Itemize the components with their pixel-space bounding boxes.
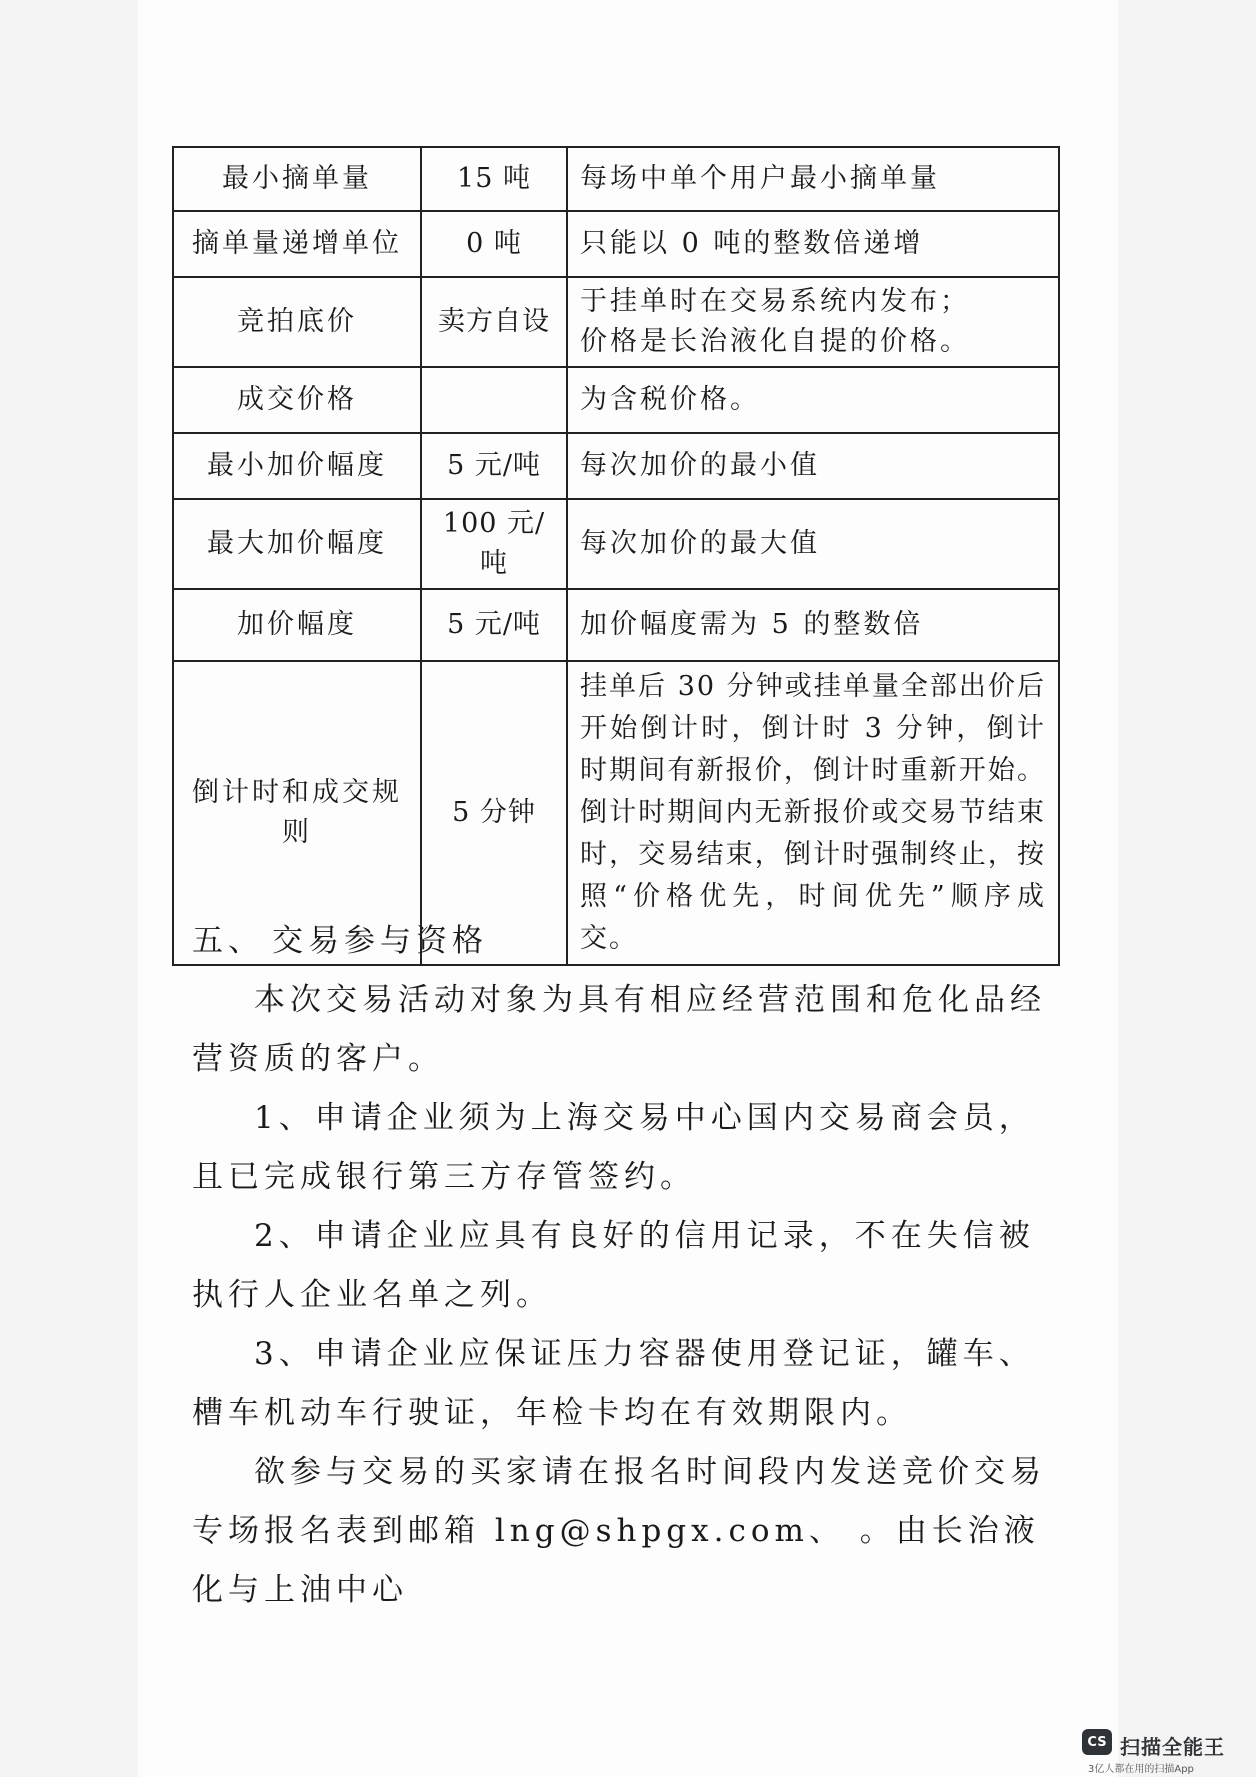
section-heading <box>192 912 1062 971</box>
requirement-item-3: 3、申请企业应保证压力容器使用登记证，罐车、槽车机动车行驶证，年检卡均在有效期限内。 <box>192 1336 1035 1431</box>
rule-desc-cell: 每次加价的最大值 <box>567 499 1059 589</box>
rule-value-cell: 5 元/吨 <box>421 589 567 661</box>
rule-name-cell: 竞拍底价 <box>173 277 421 367</box>
rule-value-cell <box>421 367 567 433</box>
rule-value-cell: 0 吨 <box>421 211 567 277</box>
requirement-item-1: 1、申请企业须为上海交易中心国内交易商会员，且已完成银行第三方存管签约。 <box>192 1100 1035 1195</box>
rule-desc-cell: 每场中单个用户最小摘单量 <box>567 147 1059 211</box>
rule-name-cell: 摘单量递增单位 <box>173 211 421 277</box>
table-row <box>173 211 1059 277</box>
rule-value-cell: 5 分钟 <box>421 661 567 965</box>
table-row <box>173 499 1059 589</box>
scanner-watermark <box>1082 1729 1232 1775</box>
rule-value-cell: 100 元/吨 <box>421 499 567 589</box>
rule-desc-line: 于挂单时在交易系统内发布； <box>580 286 970 317</box>
requirement-item-2: 2、申请企业应具有良好的信用记录，不在失信被执行人企业名单之列。 <box>192 1218 1035 1313</box>
rule-value-cell: 15 吨 <box>421 147 567 211</box>
rule-name-cell: 成交价格 <box>173 367 421 433</box>
watermark-app-name: 扫描全能王 <box>1120 1735 1225 1759</box>
rule-desc-cell <box>567 277 1059 367</box>
rule-name-cell: 加价幅度 <box>173 589 421 661</box>
closing-paragraph: 欲参与交易的买家请在报名时间段内发送竞价交易专场报名表到邮箱 lng@shpgx.com、 。由长治液化与上油中心 <box>192 1454 1046 1608</box>
table-row <box>173 277 1059 367</box>
rule-name-cell: 倒计时和成交规则 <box>173 661 421 965</box>
table-row <box>173 147 1059 211</box>
section-title: 交易参与资格 <box>272 923 488 959</box>
rule-desc-cell: 只能以 0 吨的整数倍递增 <box>567 211 1059 277</box>
rule-name-cell: 最小加价幅度 <box>173 433 421 499</box>
rule-desc-cell: 加价幅度需为 5 的整数倍 <box>567 589 1059 661</box>
rule-desc-cell: 挂单后 30 分钟或挂单量全部出价后开始倒计时，倒计时 3 分钟，倒计时期间有新报价，倒计时重新开始。倒计时期间内无新报价或交易节结束时，交易结束，倒计时强制终止，按照“价格优先，时间优先”顺序成交。 <box>567 661 1059 965</box>
rule-value-cell: 卖方自设 <box>421 277 567 367</box>
section-number: 五、 <box>192 923 264 959</box>
rule-desc-cell: 为含税价格。 <box>567 367 1059 433</box>
rule-name-cell: 最大加价幅度 <box>173 499 421 589</box>
table-row <box>173 589 1059 661</box>
rule-value-cell: 5 元/吨 <box>421 433 567 499</box>
camscanner-logo-icon: CS <box>1082 1729 1112 1755</box>
intro-paragraph: 本次交易活动对象为具有相应经营范围和危化品经营资质的客户。 <box>192 982 1046 1077</box>
rule-desc-cell: 每次加价的最小值 <box>567 433 1059 499</box>
rule-name-cell: 最小摘单量 <box>173 147 421 211</box>
participation-section <box>192 912 1062 1620</box>
trading-rules-table <box>172 146 1060 966</box>
table-row <box>173 433 1059 499</box>
watermark-tagline: 3亿人都在用的扫描App <box>1088 1764 1194 1775</box>
rule-desc-line: 价格是长治液化自提的价格。 <box>580 326 970 357</box>
table-row <box>173 367 1059 433</box>
